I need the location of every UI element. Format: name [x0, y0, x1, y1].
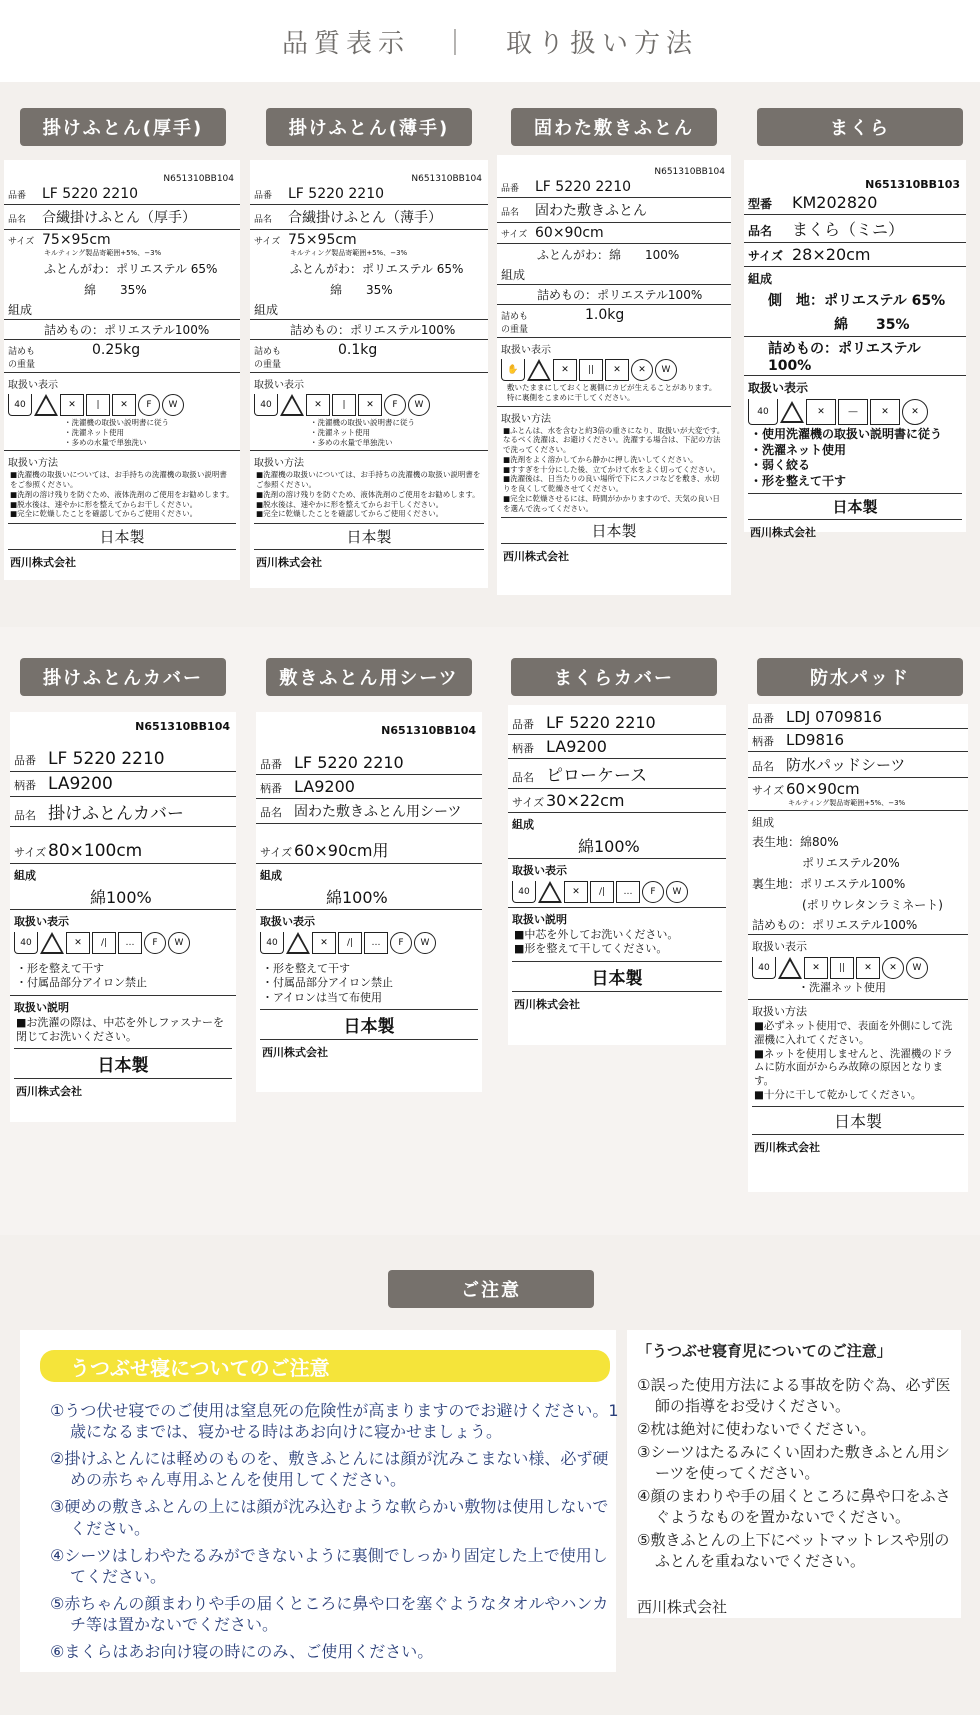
- notice-item: ⑤赤ちゃんの顔まわりや手の届くところに鼻や口を塞ぐようなタオルやハンカチ等は置かないでください。: [50, 1593, 609, 1634]
- method-line: ■洗濯機の取扱いについては、お手持ちの洗濯機の取扱い説明書をご参照ください。: [10, 470, 227, 489]
- field-key: 品番: [512, 718, 534, 731]
- field-key: 品名: [512, 771, 534, 784]
- dry-clean-f-icon: F: [390, 932, 412, 954]
- field-key: 品番: [752, 712, 774, 725]
- method-line: ■脱水後は、速やかに形を整えてからお干しください。: [256, 499, 444, 509]
- filling-weight: 1.0kg: [585, 307, 625, 323]
- method-heading: 取扱い方法: [752, 1005, 807, 1019]
- notice-item: ⑤敷きふとんの上下にベットマットレスや別のふとんを重ねないでください。: [637, 1531, 950, 1570]
- line-dry-icon: /|: [590, 881, 614, 903]
- method-line: ■ふとんは、水を含むと約3倍の重さになり、取扱いが大変です。なるべく洗濯は、お避けください。洗濯する場合は、下記の方法で洗ってください。: [503, 425, 725, 454]
- bleach-icon: [40, 932, 64, 954]
- company-name: 西川株式会社: [503, 550, 569, 564]
- method-line: ■ネットを使用しませんと、洗濯機のドラムに防水面がからみ故障の原因となります。: [754, 1047, 953, 1087]
- label-code: N651310BB104: [163, 174, 234, 184]
- tag-shikibuton: 固わた敷きふとん: [511, 108, 717, 146]
- care-heading: 取扱い表示: [14, 915, 69, 928]
- bleach-icon: [778, 957, 802, 979]
- company-name: 西川株式会社: [262, 1045, 328, 1059]
- composition-line: 詰めもの：ポリエステル100%: [497, 285, 731, 305]
- field-key: 品名: [752, 760, 774, 773]
- notice-item: ③硬めの敷きふとんの上には顔が沈み込むような軟らかい敷物は使用しないでください。: [50, 1497, 609, 1538]
- pattern-number: LD9816: [786, 731, 845, 749]
- field-key: サイズ: [748, 249, 784, 263]
- dry-clean-f-icon: F: [642, 881, 664, 903]
- no-iron-icon: ✕: [112, 394, 136, 416]
- field-key: 柄番: [14, 779, 36, 792]
- composition-key: 組成: [497, 265, 731, 285]
- care-heading: 取扱い表示: [260, 915, 315, 928]
- field-key: 詰めもの重量: [501, 312, 529, 335]
- notice-item: ②掛けふとんには軽めのものを、敷きふとんには顔が沈みこまない様、必ず硬めの赤ちゃん専用ふとんを使用してください。: [50, 1449, 609, 1490]
- composition-line: ポリエステル20%: [802, 856, 900, 870]
- composition-line: ふとんがわ：ポリエステル 65%: [290, 262, 464, 276]
- field-key: 柄番: [512, 742, 534, 755]
- no-tumble-dry-icon: ✕: [306, 394, 330, 416]
- composition-key: 組成: [260, 869, 282, 882]
- care-note: 特に裏側をこまめに干してください。: [497, 393, 731, 407]
- composition-line: 綿 35%: [84, 283, 147, 297]
- notice-prone-sleep-parenting: [627, 1330, 961, 1618]
- composition-line: 詰めもの：ポリエステル100%: [250, 320, 488, 340]
- product-number: LF 5220 2210: [535, 179, 632, 195]
- notice-right-list: [637, 1375, 951, 1572]
- line-dry-icon: /|: [338, 932, 362, 954]
- tag-notice: ご注意: [388, 1270, 594, 1308]
- care-heading: 取扱い表示: [8, 380, 58, 391]
- composition-line: 綿 35%: [744, 312, 966, 337]
- wash-40-icon: 40: [748, 399, 778, 425]
- company-name: 西川株式会社: [750, 526, 816, 540]
- method-line: ■洗剤の溶け残りを防ぐため、液体洗剤のご使用をお勧めします。: [256, 489, 480, 499]
- wash-40-icon: 40: [512, 881, 536, 903]
- product-name: まくら（ミニ）: [792, 220, 905, 239]
- no-tumble-dry-icon: ✕: [312, 932, 336, 954]
- label-kakebuton-thick: [4, 160, 240, 580]
- field-key: サイズ: [512, 796, 545, 809]
- line-dry-icon: ||: [830, 957, 854, 979]
- composition-line: 綿100%: [10, 884, 236, 910]
- pattern-number: LA9200: [48, 774, 113, 794]
- notice-item: ③シーツはたるみにくい固わた敷きふとん用シーツを使ってください。: [637, 1443, 950, 1482]
- bleach-icon: [286, 932, 310, 954]
- care-note: ・洗濯機の取扱い説明書に従う: [64, 418, 169, 427]
- no-dry-clean-icon: ✕: [631, 359, 653, 381]
- method-line: ■洗剤の溶け残りを防ぐため、液体洗剤のご使用をお勧めします。: [10, 489, 234, 499]
- notice-item: ①誤った使用方法による事故を防ぐ為、必ず医師の指導をお受けください。: [637, 1376, 951, 1415]
- composition-key: 組成: [512, 818, 534, 831]
- notice-right-title: 「うつぶせ寝育児についてのご注意」: [637, 1342, 892, 1360]
- product-name: 防水パッドシーツ: [786, 756, 906, 774]
- field-key: サイズ: [14, 846, 47, 859]
- no-tumble-dry-icon: ✕: [66, 932, 90, 954]
- method-line: ■完全に乾燥したことを確認してからご使用ください。: [256, 509, 444, 519]
- tag-kakebuton-cover: 掛けふとんカバー: [20, 658, 226, 696]
- made-in-japan: 日本製: [14, 1048, 232, 1079]
- wet-clean-w-icon: W: [408, 394, 430, 416]
- method-line: ■洗濯後は、日当たりの良い場所で下にスノコなどを敷き、水切りを良くして乾燥させてください。: [503, 474, 720, 493]
- field-key: 柄番: [260, 782, 282, 795]
- method-line: ■完全に乾燥させるには、時間がかかりますので、天気の良い日を選んで洗ってください。: [503, 493, 720, 513]
- product-number: KM202820: [792, 193, 878, 212]
- composition-line: 側 地：ポリエステル 65%: [768, 293, 946, 309]
- product-number: LF 5220 2210: [546, 713, 656, 732]
- care-heading: 取扱い表示: [501, 345, 551, 356]
- care-note: ・形を整えて干す: [16, 962, 104, 975]
- line-dry-icon: |: [86, 394, 110, 416]
- product-number: LF 5220 2210: [48, 749, 165, 769]
- no-dry-clean-icon: ✕: [882, 957, 904, 979]
- method-line: ■必ずネット使用で、表面を外側にして洗濯機に入れてください。: [754, 1020, 953, 1046]
- label-code: N651310BB104: [135, 720, 230, 733]
- field-key: サイズ: [501, 230, 528, 240]
- composition-line: 詰めもの：ポリエステル100%: [744, 337, 966, 376]
- no-tumble-dry-icon: ✕: [806, 399, 836, 425]
- flat-dry-icon: ―: [838, 399, 868, 425]
- product-size: 60×90cm: [786, 780, 860, 798]
- product-size: 75×95cm: [288, 232, 357, 248]
- notice-prone-sleep: [20, 1330, 619, 1672]
- wet-clean-w-icon: W: [655, 359, 677, 381]
- product-name: 固わた敷きふとん: [535, 203, 647, 219]
- company-name: 西川株式会社: [637, 1598, 728, 1616]
- wet-clean-w-icon: W: [414, 932, 436, 954]
- size-note: キルティング製品寄範囲+5%、−3%: [748, 798, 968, 811]
- composition-line: 綿100%: [508, 833, 726, 859]
- label-code: N651310BB104: [411, 174, 482, 184]
- product-size: 28×20cm: [792, 245, 871, 264]
- label-code: N651310BB104: [654, 167, 725, 177]
- care-note: ・アイロンは当て布使用: [262, 990, 383, 1004]
- method-line: ■完全に乾燥したことを確認してからご使用ください。: [10, 509, 198, 519]
- field-key: サイズ: [260, 846, 293, 859]
- composition-key: 組成: [752, 816, 774, 829]
- no-tumble-dry-icon: ✕: [804, 957, 828, 979]
- product-number: LF 5220 2210: [42, 186, 139, 202]
- no-tumble-dry-icon: ✕: [564, 881, 588, 903]
- wash-40-icon: 40: [8, 394, 32, 416]
- wet-clean-w-icon: W: [162, 394, 184, 416]
- field-key: サイズ: [254, 237, 281, 247]
- dry-clean-f-icon: F: [384, 394, 406, 416]
- tag-kakebuton-thick: 掛けふとん(厚手): [20, 108, 226, 146]
- composition-line: 裏生地：ポリエステル100%: [752, 877, 906, 891]
- field-key: 品名: [8, 215, 27, 225]
- iron-icon: …: [616, 881, 640, 903]
- field-key: 品番: [501, 184, 520, 194]
- notice-item: ⑥まくらはあお向け寝の時にのみ、ご使用ください。: [50, 1642, 434, 1662]
- composition-key: 組成: [4, 300, 240, 320]
- field-key: 品番: [260, 758, 282, 771]
- composition-line: 綿100%: [256, 884, 482, 910]
- care-note: 敷いたままにしておくと裏側にカビが生えることがあります。: [507, 383, 717, 392]
- care-note: ・洗濯機の取扱い説明書に従う: [310, 418, 415, 427]
- care-symbols: [748, 955, 968, 981]
- product-size: 80×100cm: [48, 841, 143, 861]
- method-line: ■脱水後は、速やかに形を整えてからお干しください。: [10, 499, 198, 509]
- product-number: LDJ 0709816: [786, 708, 882, 726]
- hand-wash-icon: ✋: [501, 359, 525, 381]
- company-name: 西川株式会社: [754, 1141, 820, 1155]
- label-code: N651310BB103: [865, 178, 960, 191]
- method-line: ■形を整えて干してください。: [514, 942, 668, 956]
- company-name: 西川株式会社: [514, 997, 580, 1011]
- method-heading: 取扱い方法: [254, 458, 304, 470]
- care-symbols: [250, 392, 488, 418]
- label-sheets: [256, 712, 482, 1092]
- made-in-japan: 日本製: [254, 523, 484, 550]
- care-symbols: [256, 930, 482, 956]
- product-size: 60×90cm用: [294, 841, 389, 860]
- product-name: ピローケース: [546, 766, 648, 786]
- wash-40-icon: 40: [14, 932, 38, 954]
- method-heading: 取扱い方法: [501, 413, 551, 425]
- made-in-japan: 日本製: [8, 523, 236, 550]
- notice-item: ④シーツはしわやたるみができないように裏側でしっかり固定した上で使用してください。: [50, 1545, 608, 1586]
- no-dry-clean-icon: ✕: [902, 399, 928, 425]
- no-tumble-dry-icon: ✕: [553, 359, 577, 381]
- notice-title: うつぶせ寝についてのご注意: [40, 1350, 610, 1382]
- field-key: 詰めもの重量: [254, 347, 282, 370]
- care-note: ・形を整えて干す: [750, 473, 847, 488]
- field-key: 型番: [748, 197, 773, 211]
- label-code: N651310BB104: [381, 724, 476, 737]
- no-iron-icon: ✕: [358, 394, 382, 416]
- care-symbols: [10, 930, 236, 956]
- made-in-japan: 日本製: [512, 961, 722, 992]
- composition-line: 綿 35%: [330, 283, 393, 297]
- size-note: キルティング製品寄範囲+5%、−3%: [290, 249, 408, 257]
- field-key: 品名: [501, 208, 520, 218]
- field-key: 品名: [748, 224, 773, 238]
- field-key: サイズ: [8, 237, 35, 247]
- care-note: ・付属品部分アイロン禁止: [10, 976, 236, 995]
- tag-makura: まくら: [757, 108, 963, 146]
- care-note: ・洗濯ネット使用: [64, 427, 124, 437]
- care-note: ・弱く絞る: [750, 458, 811, 473]
- care-symbols: [744, 397, 966, 427]
- care-heading: 取扱い表示: [752, 940, 807, 953]
- label-kakebuton-cover: [10, 712, 236, 1122]
- wet-clean-w-icon: W: [666, 881, 688, 903]
- composition-line: (ポリウレタンラミネート): [802, 898, 943, 912]
- company-name: 西川株式会社: [16, 1085, 82, 1099]
- made-in-japan: 日本製: [501, 517, 727, 544]
- composition-line: ふとんがわ：ポリエステル 65%: [44, 262, 218, 276]
- care-note: ・洗濯ネット使用: [748, 981, 968, 1000]
- wet-clean-w-icon: W: [906, 957, 928, 979]
- label-pillow-cover: [508, 705, 726, 1045]
- method-heading: 取扱い方法: [8, 458, 58, 470]
- bleach-icon: [527, 359, 551, 381]
- line-dry-icon: |: [332, 394, 356, 416]
- wash-40-icon: 40: [752, 957, 776, 979]
- wash-40-icon: 40: [254, 394, 278, 416]
- method-heading: 取扱い説明: [512, 913, 567, 926]
- bleach-icon: [780, 401, 804, 423]
- product-size: 30×22cm: [546, 791, 625, 810]
- method-line: ■中芯を外してお洗いください。: [514, 928, 679, 941]
- bleach-icon: [538, 881, 562, 903]
- care-symbols: [508, 879, 726, 908]
- notice-list: [50, 1400, 620, 1668]
- product-name: 合繊掛けふとん（薄手）: [288, 210, 442, 226]
- field-key: 品名: [254, 215, 273, 225]
- method-line: ■洗剤をよく溶かしてから静かに押し洗いしてください。: [503, 454, 698, 464]
- product-size: 75×95cm: [42, 232, 111, 248]
- method-line: ■洗濯機の取扱いについては、お手持ちの洗濯機の取扱い説明書をご参照ください。: [256, 470, 481, 489]
- care-note: ・形を整えて干す: [262, 962, 350, 975]
- no-iron-icon: ✕: [605, 359, 629, 381]
- label-waterproof-pad: [748, 704, 968, 1192]
- product-name: 固わた敷きふとん用シーツ: [294, 804, 462, 820]
- product-number: LF 5220 2210: [288, 186, 385, 202]
- composition-line: 詰めもの：ポリエステル100%: [4, 320, 240, 340]
- line-dry-icon: /|: [92, 932, 116, 954]
- field-key: 詰めもの重量: [8, 347, 36, 370]
- care-note: ・多めの水量で単独洗い: [4, 438, 240, 452]
- care-symbols: [4, 392, 240, 418]
- field-key: 品名: [260, 806, 282, 819]
- notice-item: ①うつ伏せ寝でのご使用は窒息死の危険性が高まりますのでお避けください。1歳になるまでは、寝かせる時はあお向けに寝かせましょう。: [50, 1401, 619, 1442]
- field-key: サイズ: [752, 784, 785, 797]
- composition-key: 組成: [748, 272, 773, 286]
- composition-key: 組成: [14, 869, 36, 882]
- product-number: LF 5220 2210: [294, 753, 404, 772]
- method-heading: 取扱い説明: [14, 1000, 69, 1014]
- field-key: 品番: [254, 191, 273, 201]
- filling-weight: 0.25kg: [92, 342, 141, 358]
- line-dry-icon: ||: [579, 359, 603, 381]
- label-kakebuton-thin: [250, 160, 488, 588]
- field-key: 品名: [14, 809, 36, 822]
- label-makura: [744, 160, 966, 540]
- product-name: 掛けふとんカバー: [48, 804, 184, 824]
- label-shikibuton: [497, 155, 731, 595]
- field-key: 柄番: [752, 735, 774, 748]
- made-in-japan: 日本製: [260, 1009, 478, 1040]
- method-line: ■十分に干して乾かしてください。: [754, 1088, 922, 1101]
- field-key: 品番: [8, 191, 27, 201]
- no-iron-icon: ✕: [856, 957, 880, 979]
- tag-waterproof-pad: 防水パッド: [757, 658, 963, 696]
- made-in-japan: 日本製: [752, 1106, 964, 1135]
- iron-icon: …: [364, 932, 388, 954]
- no-iron-icon: ✕: [870, 399, 900, 425]
- care-note: ・洗濯ネット使用: [750, 442, 847, 457]
- care-symbols: [497, 357, 731, 383]
- care-heading: 取扱い表示: [748, 381, 809, 395]
- tag-sheets: 敷きふとん用シーツ: [266, 658, 472, 696]
- composition-line: ふとんがわ：綿 100%: [537, 248, 680, 262]
- company-name: 西川株式会社: [10, 556, 76, 569]
- filling-weight: 0.1kg: [338, 342, 378, 358]
- care-note: ・付属品部分アイロン禁止: [262, 976, 394, 990]
- pattern-number: LA9200: [294, 777, 355, 796]
- iron-icon: …: [118, 932, 142, 954]
- composition-line: 詰めもの：ポリエステル100%: [748, 915, 968, 935]
- composition-line: 表生地：綿80%: [752, 835, 839, 849]
- method-line: ■お洗濯の際は、中芯を外しファスナーを閉じてお洗いください。: [16, 1015, 224, 1043]
- method-line: ■すすぎを十分にした後、立てかけて水をよく切ってください。: [503, 464, 721, 474]
- wash-40-icon: 40: [260, 932, 284, 954]
- care-note: ・使用洗濯機の取扱い説明書に従う: [750, 427, 943, 441]
- tag-pillow-cover: まくらカバー: [511, 658, 717, 696]
- notice-item: ②枕は絶対に使わないでください。: [637, 1420, 876, 1438]
- care-note: ・洗濯ネット使用: [310, 427, 370, 437]
- dry-clean-f-icon: F: [144, 932, 166, 954]
- care-note: ・多めの水量で単独洗い: [250, 438, 488, 452]
- care-heading: 取扱い表示: [512, 864, 567, 877]
- wet-clean-w-icon: W: [168, 932, 190, 954]
- product-name: 合繊掛けふとん（厚手）: [42, 210, 196, 226]
- pattern-number: LA9200: [546, 737, 607, 756]
- bleach-icon: [34, 394, 58, 416]
- notice-item: ④顔のまわりや手の届くところに鼻や口をふさぐようなものを置かないでください。: [637, 1487, 951, 1526]
- care-heading: 取扱い表示: [254, 380, 304, 391]
- page-title: 品質表示 ｜ 取り扱い方法: [0, 0, 980, 82]
- made-in-japan: 日本製: [748, 493, 962, 520]
- product-size: 60×90cm: [535, 225, 604, 241]
- tag-kakebuton-thin: 掛けふとん(薄手): [266, 108, 472, 146]
- size-note: キルティング製品寄範囲+5%、−3%: [44, 249, 162, 257]
- no-tumble-dry-icon: ✕: [60, 394, 84, 416]
- field-key: 品番: [14, 754, 36, 767]
- composition-key: 組成: [250, 300, 488, 320]
- dry-clean-f-icon: F: [138, 394, 160, 416]
- bleach-icon: [280, 394, 304, 416]
- company-name: 西川株式会社: [256, 556, 322, 569]
